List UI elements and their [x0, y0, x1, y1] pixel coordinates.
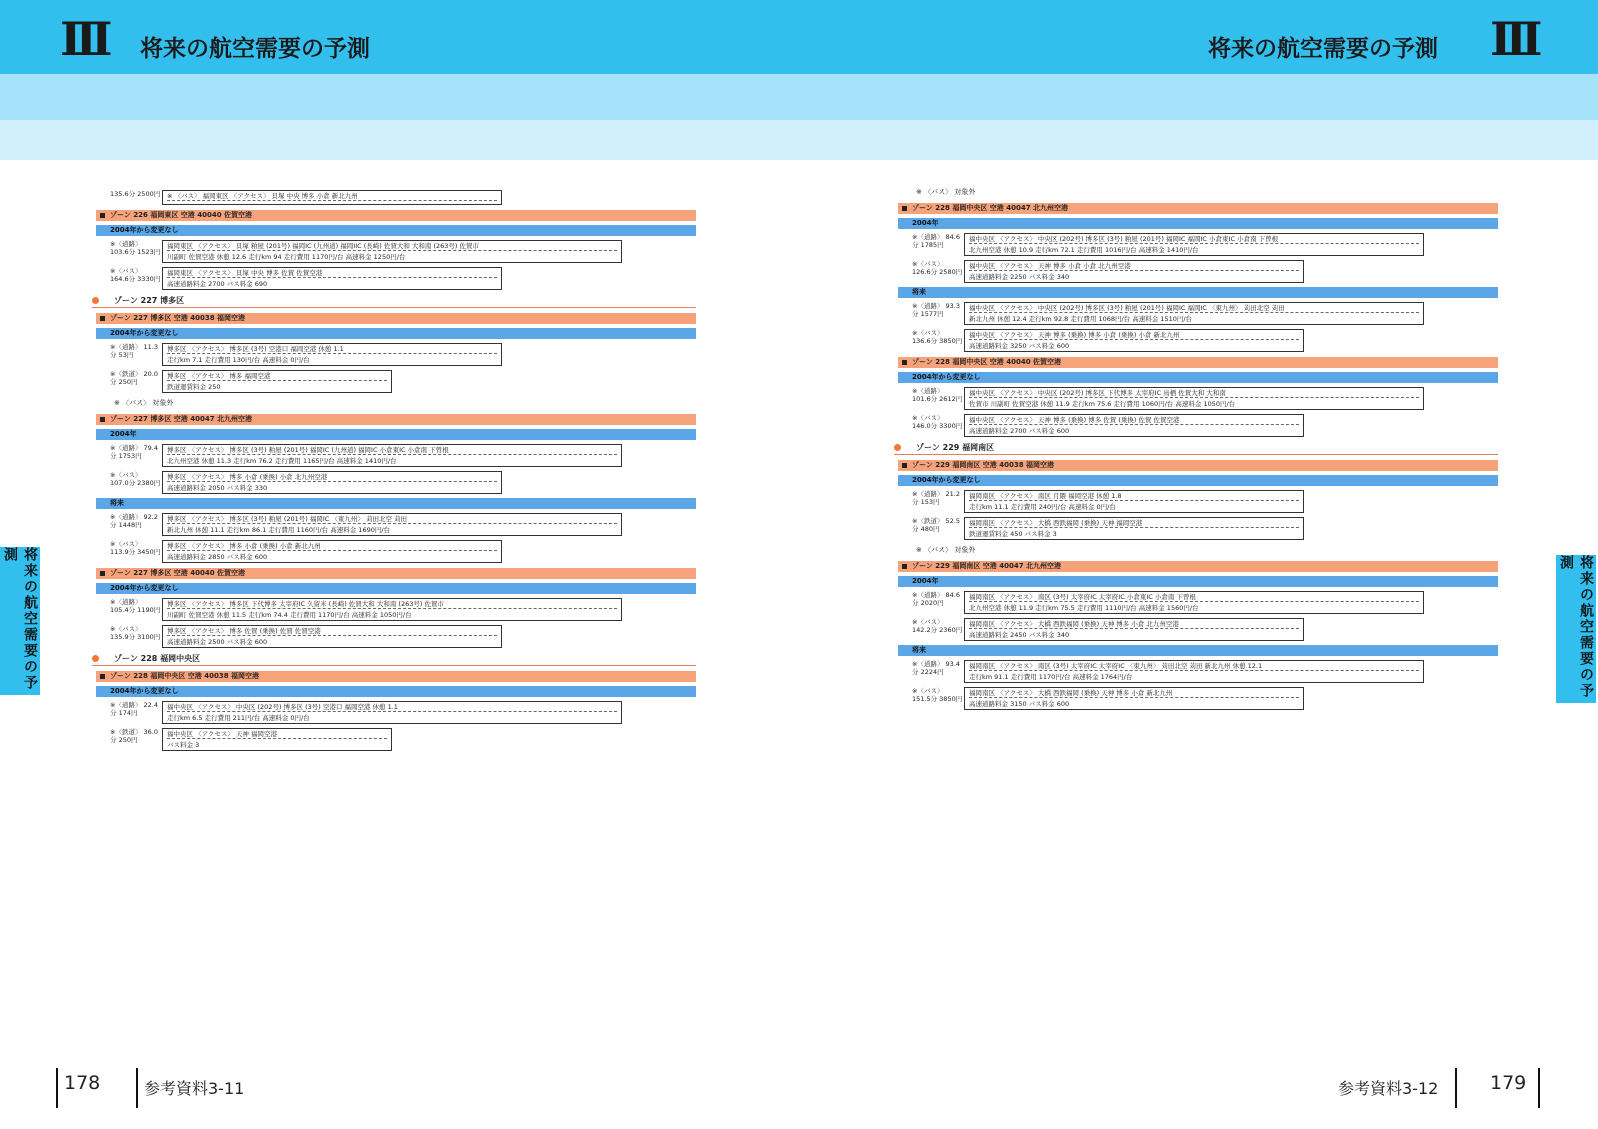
route-box — [162, 728, 392, 751]
footer-rule-left — [56, 1068, 58, 1108]
route-box — [162, 444, 622, 467]
route-sub: 新北九州 休憩 12.4 走行km 92.8 走行費用 1068円/台 高速料金 1510円/台 — [969, 315, 1193, 323]
route-block — [912, 618, 1498, 641]
route-text: 福中央区 〈アクセス〉 中央区 (202号) 博多区 (3号) 粕屋 (201号) 福岡IC 福岡IC 〈東九州〉 苅田北空 苅田 — [969, 304, 1419, 313]
side-tab-right: 将来の航空需要の予測 — [1556, 555, 1596, 703]
route-box — [964, 414, 1304, 437]
route-sub: 高速道路料金 2850 バス料金 600 — [167, 553, 268, 561]
route-box — [964, 260, 1304, 283]
route-text: 福岡東区 〈アクセス〉 貝塚 粕屋 (201号) 福岡IC (九州道) 福岡IIC (長崎) 佐賀大和 大和南 (263号) 佐賀市 — [167, 242, 617, 251]
route-box — [964, 302, 1424, 325]
zone-header: ゾーン 228 福岡中央区 空港 40038 福岡空港 — [96, 671, 696, 682]
header-band-1 — [0, 74, 1598, 120]
zone-header: ゾーン 227 博多区 空港 40038 福岡空港 — [96, 313, 696, 324]
route-sub: 走行km 91.1 走行費用 1170円/台 高速料金 1764円/台 — [969, 673, 1133, 681]
route-label: ※〈バス〉 146.0分 3300円 — [912, 414, 963, 430]
footer-rule-left-inner — [136, 1068, 138, 1108]
zone-header: ゾーン 227 博多区 空港 40040 佐賀空港 — [96, 568, 696, 579]
route-block — [110, 513, 696, 536]
period-bar: 2004年から変更なし — [96, 686, 696, 697]
route-block — [110, 701, 696, 724]
route-box — [162, 240, 622, 263]
route-block — [110, 343, 696, 366]
route-box — [162, 267, 502, 290]
route-sub: 高速道路料金 2700 バス料金 600 — [969, 427, 1070, 435]
route-block — [110, 471, 696, 494]
route-label: ※〈鉄道〉 52.5分 480円 — [912, 517, 960, 533]
route-box — [964, 490, 1304, 513]
route-text: 博多区 〈アクセス〉 博多 小倉 (乗換) 小倉 北九州空港 — [167, 473, 497, 482]
route-text: 福中央区 〈アクセス〉 天神 福岡空港 — [167, 730, 387, 739]
route-box — [964, 618, 1304, 641]
route-label: ※〈道路〉 21.2分 153円 — [912, 490, 960, 506]
route-block — [912, 517, 1498, 540]
route-sub: 高速道路料金 2250 バス料金 340 — [969, 273, 1070, 281]
period-bar: 将来 — [96, 498, 696, 509]
footer-rule-right-inner — [1455, 1068, 1457, 1108]
route-box — [162, 370, 392, 393]
route-label: ※〈道路〉 92.2分 1448円 — [110, 513, 158, 529]
route-label: ※〈道路〉 103.6分 1523円 — [110, 240, 161, 256]
route-sub: バス料金 3 — [167, 741, 200, 749]
route-sub: 高速道路料金 3150 バス料金 600 — [969, 700, 1070, 708]
route-box — [162, 471, 502, 494]
route-box — [964, 591, 1424, 614]
route-text: 福中央区 〈アクセス〉 中央区 (202号) 博多区 下代博多 太宰府IC 鳥栖 佐賀大和 大和南 — [969, 389, 1419, 398]
period-bar: 将来 — [898, 287, 1498, 298]
route-box — [964, 687, 1304, 710]
route-sub: 高速道路料金 2700 バス料金 690 — [167, 280, 268, 288]
route-label: ※〈道路〉 93.3分 1577円 — [912, 302, 960, 318]
chapter-numeral-right: III — [1490, 12, 1537, 66]
route-block — [110, 598, 696, 621]
period-bar: 2004年から変更なし — [96, 328, 696, 339]
route-block — [912, 260, 1498, 283]
footer-rule-right — [1538, 1068, 1540, 1108]
route-text: 博多区 〈アクセス〉 博多区 (3号) 粕屋 (201号) 福岡IC (九州道) 福岡IC 小倉東IC 小倉南 下曽根 — [167, 446, 617, 455]
route-block — [912, 329, 1498, 352]
route-block — [110, 267, 696, 290]
route-block — [110, 240, 696, 263]
left-page — [96, 186, 696, 755]
route-sub: 走行km 6.5 走行費用 211円/台 高速料金 0円/台 — [167, 714, 310, 722]
route-block — [912, 660, 1498, 683]
route-text: 福岡東区 〈アクセス〉 貝塚 中央 博多 佐賀 佐賀空港 — [167, 269, 497, 278]
route-label: ※〈道路〉 93.4分 2224円 — [912, 660, 960, 676]
route-label: ※〈道路〉 22.4分 174円 — [110, 701, 158, 717]
route-block — [912, 233, 1498, 256]
period-bar: 2004年 — [898, 218, 1498, 229]
route-sub: 川副町 佐賀空港 休憩 11.5 走行km 74.4 走行費用 1170円/台 高速料金 1050円/台 — [167, 611, 412, 619]
period-bar: 2004年から変更なし — [898, 475, 1498, 486]
route-text: 福中央区 〈アクセス〉 天神 博多 小倉 小倉 北九州空港 — [969, 262, 1299, 271]
route-box — [964, 233, 1424, 256]
route-label: ※〈バス〉 136.6分 3850円 — [912, 329, 963, 345]
route-label: ※〈鉄道〉 20.0分 250円 — [110, 370, 158, 386]
period-bar: 2004年から変更なし — [898, 372, 1498, 383]
route-sub: 川副町 佐賀空港 休憩 12.6 走行km 94 走行費用 1170円/台 高速料金 1250円/台 — [167, 253, 406, 261]
period-bar: 2004年から変更なし — [96, 583, 696, 594]
route-sub: 高速道路料金 2500 バス料金 600 — [167, 638, 268, 646]
page-number-right: 179 — [1490, 1072, 1527, 1094]
route-text: ※ 〈バス〉 福岡東区 〈アクセス〉 貝塚 中央 博多 小倉 新北九州 — [167, 192, 497, 201]
chapter-title-right: 将来の航空需要の予測 — [1208, 36, 1438, 62]
route-sub: 北九州空港 休憩 11.3 走行km 76.2 走行費用 1165円/台 高速料金 1410円/台 — [167, 457, 397, 465]
route-text: 福中央区 〈アクセス〉 中央区 (202号) 博多区 (3号) 粕屋 (201号) 福岡IC 福岡IC 小倉東IC 小倉南 下曽根 — [969, 235, 1419, 244]
route-text: 福中央区 〈アクセス〉 中央区 (202号) 博多区 (3号) 空港口 福岡空港 休憩 1.1 — [167, 703, 617, 712]
route-label: ※〈道路〉 101.6分 2612円 — [912, 387, 963, 403]
route-box — [964, 660, 1424, 683]
period-bar: 将来 — [898, 645, 1498, 656]
section-header: ゾーン 228 福岡中央区 — [92, 653, 696, 666]
route-label: ※〈バス〉 113.9分 3450円 — [110, 540, 161, 556]
route-box — [162, 513, 622, 536]
route-block — [110, 444, 696, 467]
period-bar: 2004年 — [96, 429, 696, 440]
route-label: ※〈道路〉 11.3分 53円 — [110, 343, 158, 359]
route-box — [162, 190, 502, 205]
right-page — [898, 186, 1498, 714]
route-text: 福岡南区 〈アクセス〉 南区 (3号) 太宰府IC 太宰府IC 小倉東IC 小倉南 下曽根 — [969, 593, 1419, 602]
route-block — [110, 728, 696, 751]
zone-header: ゾーン 229 福岡南区 空港 40047 北九州空港 — [898, 561, 1498, 572]
route-sub: 北九州空港 休憩 11.9 走行km 75.5 走行費用 1110円/台 高速料金 1560円/台 — [969, 604, 1199, 612]
route-label: ※〈バス〉 135.9分 3100円 — [110, 625, 161, 641]
route-sub: 鉄道運賃料金 450 バス料金 3 — [969, 530, 1057, 538]
route-label: ※〈バス〉 126.6分 2580円 — [912, 260, 963, 276]
route-text: 博多区 〈アクセス〉 博多区 (3号) 粕屋 (201号) 福岡IC 〈東九州〉 苅田北空 苅田 — [167, 515, 617, 524]
route-sub: 新北九州 休憩 11.1 走行km 86.1 走行費用 1160円/台 高速料金 1690円/台 — [167, 526, 391, 534]
page-number-left: 178 — [64, 1072, 101, 1094]
route-text: 福中央区 〈アクセス〉 天神 博多 (乗換) 博多 小倉 (乗換) 小倉 新北九州 — [969, 331, 1299, 340]
route-text: 福岡南区 〈アクセス〉 大橋 西鉄福岡 (乗換) 天神 福岡空港 — [969, 519, 1299, 528]
route-box — [162, 598, 622, 621]
route-block — [912, 414, 1498, 437]
route-block — [912, 302, 1498, 325]
period-bar: 2004年 — [898, 576, 1498, 587]
route-block — [110, 190, 696, 205]
section-header: ゾーン 227 博多区 — [92, 295, 696, 308]
route-block — [912, 687, 1498, 710]
route-box — [162, 343, 502, 366]
route-text: 博多区 〈アクセス〉 博多 佐賀 (乗換) 佐賀 佐賀空港 — [167, 627, 497, 636]
route-text: 福岡南区 〈アクセス〉 南区 月隈 福岡空港 休憩 1.8 — [969, 492, 1299, 501]
route-label: ※〈鉄道〉 36.0分 250円 — [110, 728, 158, 744]
chapter-title-left: 将来の航空需要の予測 — [140, 36, 370, 62]
note: ※ 〈バス〉 対象外 — [114, 399, 174, 407]
route-label: 135.6分 2500円 — [110, 190, 161, 198]
route-text: 福岡南区 〈アクセス〉 大橋 西鉄福岡 (乗換) 天神 博多 小倉 北九州空港 — [969, 620, 1299, 629]
note: ※ 〈バス〉 対象外 — [916, 188, 976, 196]
reference-label-right: 参考資料3-12 — [1338, 1079, 1439, 1098]
zone-header: ゾーン 227 博多区 空港 40047 北九州空港 — [96, 414, 696, 425]
route-text: 福中央区 〈アクセス〉 天神 博多 (乗換) 博多 佐賀 (乗換) 佐賀 佐賀空港 — [969, 416, 1299, 425]
route-label: ※〈バス〉 151.5分 3850円 — [912, 687, 963, 703]
route-label: ※〈バス〉 142.2分 2360円 — [912, 618, 963, 634]
route-sub: 高速道路料金 2050 バス料金 330 — [167, 484, 268, 492]
route-text: 博多区 〈アクセス〉 博多 福岡空港 — [167, 372, 387, 381]
route-sub: 北九州空港 休憩 10.9 走行km 72.1 走行費用 1016円/台 高速料金 1410円/台 — [969, 246, 1199, 254]
route-box — [964, 329, 1304, 352]
reference-label-left: 参考資料3-11 — [144, 1079, 245, 1098]
period-bar: 2004年から変更なし — [96, 225, 696, 236]
route-block — [912, 490, 1498, 513]
route-sub: 佐賀市 川副町 佐賀空港 休憩 11.9 走行km 75.6 走行費用 1060円/台 高速料金 1050円/台 — [969, 400, 1236, 408]
route-sub: 走行km 7.1 走行費用 130円/台 高速料金 0円/台 — [167, 356, 310, 364]
route-box — [964, 387, 1424, 410]
header-band-2 — [0, 120, 1598, 160]
route-text: 博多区 〈アクセス〉 博多区 (3号) 空港口 福岡空港 休憩 1.1 — [167, 345, 497, 354]
route-text: 福岡南区 〈アクセス〉 南区 (3号) 太宰府IC 太宰府IC 〈東九州〉 苅田北空 苅田 新北九州 休憩 12.1 — [969, 662, 1419, 671]
route-text: 福岡南区 〈アクセス〉 大橋 西鉄福岡 (乗換) 天神 博多 小倉 新北九州 — [969, 689, 1299, 698]
zone-header: ゾーン 228 福岡中央区 空港 40047 北九州空港 — [898, 203, 1498, 214]
route-label: ※〈バス〉 164.6分 3330円 — [110, 267, 161, 283]
route-label: ※〈道路〉 84.6分 1785円 — [912, 233, 960, 249]
zone-header: ゾーン 226 福岡東区 空港 40040 佐賀空港 — [96, 210, 696, 221]
route-label: ※〈道路〉 105.4分 1190円 — [110, 598, 161, 614]
route-label: ※〈バス〉 107.0分 2380円 — [110, 471, 161, 487]
route-box — [964, 517, 1304, 540]
route-sub: 高速道路料金 2450 バス料金 340 — [969, 631, 1070, 639]
route-box — [162, 701, 622, 724]
route-sub: 鉄道運賃料金 250 — [167, 383, 221, 391]
route-box — [162, 625, 502, 648]
route-label: ※〈道路〉 84.6分 2020円 — [912, 591, 960, 607]
route-box — [162, 540, 502, 563]
zone-header: ゾーン 228 福岡中央区 空港 40040 佐賀空港 — [898, 357, 1498, 368]
route-block — [110, 625, 696, 648]
chapter-numeral-left: III — [60, 12, 107, 66]
route-sub: 走行km 11.1 走行費用 240円/台 高速料金 0円/台 — [969, 503, 1116, 511]
route-block — [110, 540, 696, 563]
route-block — [912, 387, 1498, 410]
route-sub: 高速道路料金 3250 バス料金 600 — [969, 342, 1070, 350]
note: ※ 〈バス〉 対象外 — [916, 546, 976, 554]
route-text: 博多区 〈アクセス〉 博多 小倉 (乗換) 小倉 新北九州 — [167, 542, 497, 551]
route-block — [110, 370, 696, 393]
route-label: ※〈道路〉 79.4分 1753円 — [110, 444, 158, 460]
route-block — [912, 591, 1498, 614]
route-text: 博多区 〈アクセス〉 博多区 下代博多 太宰府IC 久留米 (長崎) 佐賀大和 大和南 (263号) 佐賀市 — [167, 600, 617, 609]
side-tab-left: 将来の航空需要の予測 — [0, 547, 40, 695]
zone-header: ゾーン 229 福岡南区 空港 40038 福岡空港 — [898, 460, 1498, 471]
section-header: ゾーン 229 福岡南区 — [894, 442, 1498, 455]
